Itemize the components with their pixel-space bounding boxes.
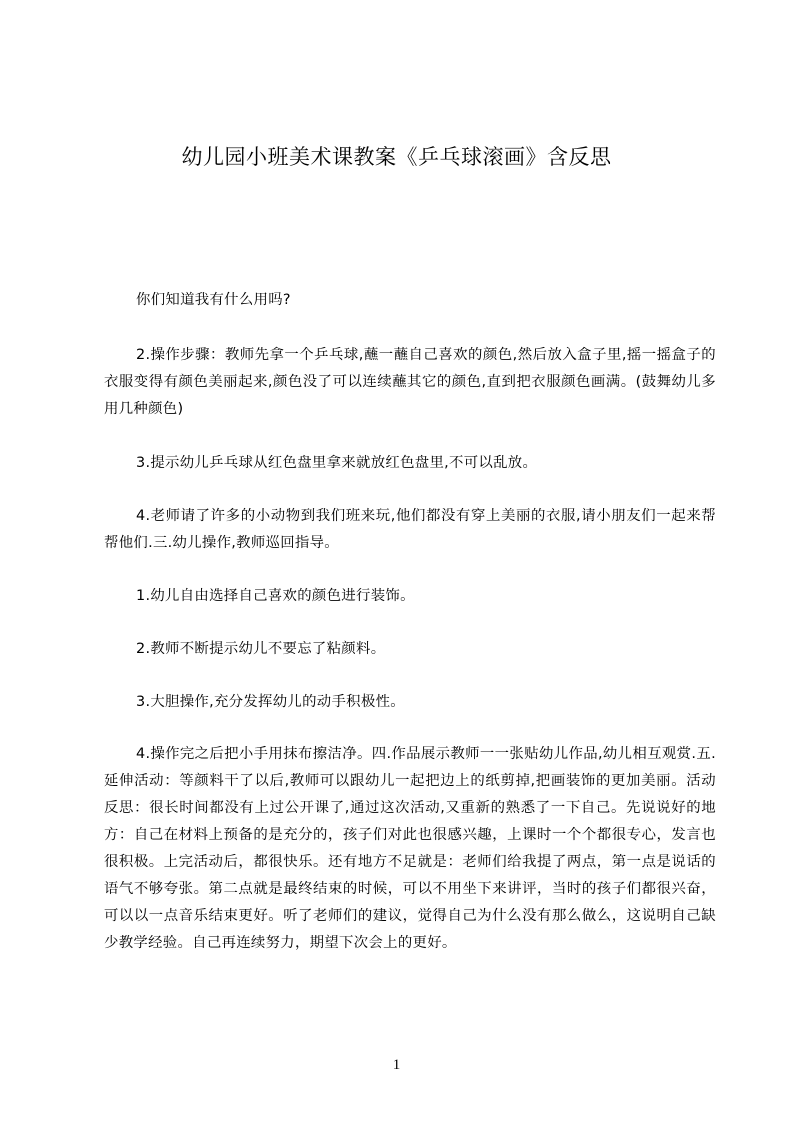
page-number: 1 bbox=[392, 1057, 401, 1073]
paragraph-paint-reminder: 2.教师不断提示幼儿不要忘了粘颜料。 bbox=[136, 641, 386, 657]
paragraph-operation-steps: 2.操作步骤：教师先拿一个乒乓球,蘸一蘸自己喜欢的颜色,然后放入盒子里,摇一摇盒子的衣服变得有颜色美丽起来,颜色没了可以连续蘸其它的颜色,直到把衣服颜色画满。(鼓舞幼儿多用几种颜色) bbox=[104, 347, 716, 417]
paragraph-color-plate-reminder: 3.提示幼儿乒乓球从红色盘里拿来就放红色盘里,不可以乱放。 bbox=[136, 455, 538, 471]
paragraph-free-choice: 1.幼儿自由选择自己喜欢的颜色进行装饰。 bbox=[136, 588, 415, 604]
paragraph-animals-clothes: 4.老师请了许多的小动物到我们班来玩,他们都没有穿上美丽的衣服,请小朋友们一起来帮帮他们.三.幼儿操作,教师巡回指导。 bbox=[104, 508, 716, 551]
paragraph-intro-question: 你们知道我有什么用吗? bbox=[136, 292, 291, 308]
paragraph-reflection: 4.操作完之后把小手用抹布擦洁净。四.作品展示教师一一张贴幼儿作品,幼儿相互观赏.五.延伸活动：等颜料干了以后,教师可以跟幼儿一起把边上的纸剪掉,把画装饰的更加美丽。活动反思：很长时间都没有上过公开课了,通过这次活动,又重新的熟悉了一下自己。先说说好的地方：自己在材料上预备的是充分的，孩子们对此也很感兴趣，上课时一个个都很专心，发言也很积极。上完活动后，都很快乐。还有地方不足就是：老师们给我提了两点，第一点是说话的语气不够夸张。第二点就是最终结束的时候，可以不用坐下来讲评，当时的孩子们都很兴奋，可以以一点音乐结束更好。听了老师们的建议，觉得自己为什么没有那么做么，这说明自己缺少教学经验。自己再连续努力，期望下次会上的更好。 bbox=[104, 746, 716, 951]
paragraph-bold-operation: 3.大胆操作,充分发挥幼儿的动手积极性。 bbox=[136, 694, 405, 710]
document-title: 幼儿园小班美术课教案《乒乓球滚画》含反思 bbox=[181, 145, 612, 169]
